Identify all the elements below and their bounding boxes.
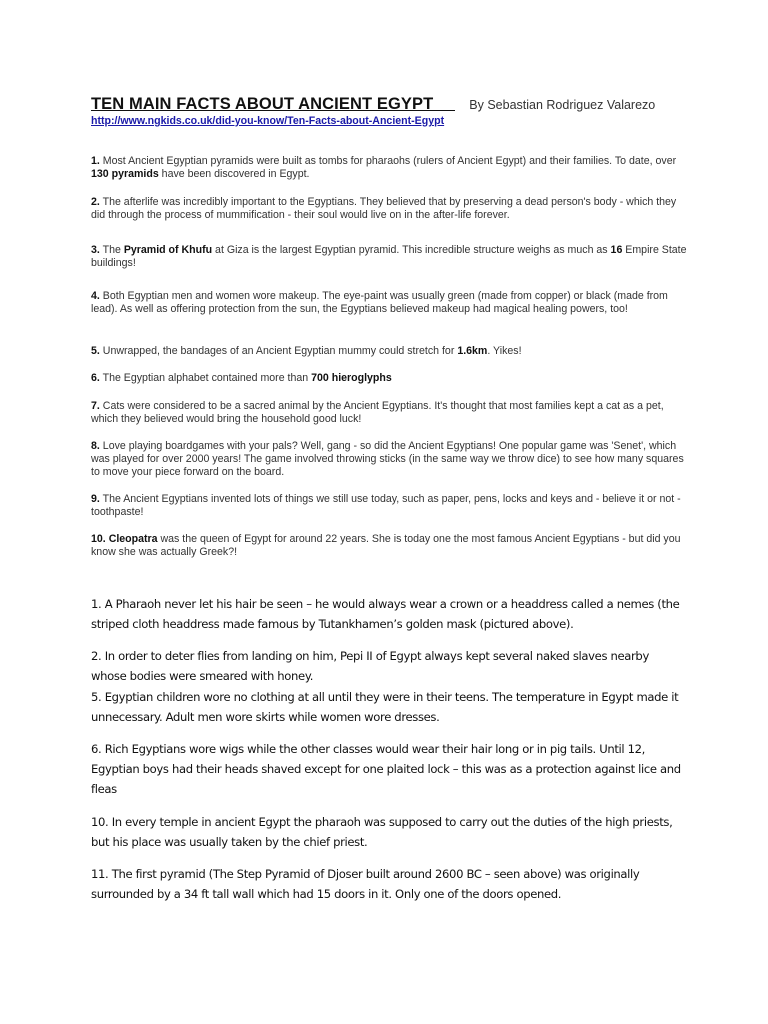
fact-text: Most Ancient Egyptian pyramids were built as tombs for pharaohs (rulers of Ancient Egypt) and their families. To date, over — [102, 154, 677, 167]
fact-number: 2. — [91, 195, 100, 208]
source-link[interactable]: http://www.ngkids.co.uk/did-you-know/Ten-Facts-about-Ancient-Egypt — [91, 115, 445, 127]
fact-highlight: Cleopatra — [108, 532, 158, 545]
fact-item — [91, 290, 691, 316]
fact-number: 4. — [91, 289, 100, 302]
fact-item — [91, 493, 691, 519]
fact-text: The Egyptian alphabet contained more than — [102, 371, 312, 384]
fact-text: The — [102, 243, 124, 256]
extra-fact-item: 2. In order to deter flies from landing on him, Pepi II of Egypt always kept several naked slaves nearby whose bodies were smeared with honey. — [91, 648, 649, 683]
author-byline: By Sebastian Rodriguez Valarezo — [469, 98, 656, 112]
extra-fact-item: 6. Rich Egyptians wore wigs while the other classes would wear their hair long or in pig tails. Until 12, Egyptian boys had their heads shaved except for one plaited lock – this was as a protection against lice and fleas — [91, 741, 681, 796]
fact-highlight: 1.6km — [457, 344, 488, 357]
fact-text: at Giza is the largest Egyptian pyramid. This incredible structure weighs as much as — [212, 243, 611, 256]
fact-number: 3. — [91, 243, 100, 256]
fact-item — [91, 196, 691, 222]
fact-number: 9. — [91, 492, 100, 505]
fact-item — [91, 533, 691, 559]
extra-fact-item: 5. Egyptian children wore no clothing at all until they were in their teens. The temperature in Egypt made it unnecessary. Adult men wore skirts while women wore dresses. — [91, 689, 679, 724]
fact-text: was the queen of Egypt for around 22 years. She is today one the most famous Ancient Egyptians - but did you know she was actually Greek?! — [91, 532, 681, 558]
fact-item — [91, 155, 691, 181]
fact-number: 6. — [91, 371, 100, 384]
fact-number: 10. — [91, 532, 106, 545]
fact-text: Both Egyptian men and women wore makeup. The eye-paint was usually green (made from copper) or black (made from lead). As well as offering protection from the sun, the Egyptians believed makeup had magical healing powers, too! — [91, 289, 668, 315]
fact-item — [91, 440, 691, 479]
extra-fact-item: 11. The first pyramid (The Step Pyramid of Djoser built around 2600 BC – seen above) was originally surrounded by a 34 ft tall wall which had 15 doors in it. Only one of the doors opened. — [91, 866, 640, 901]
extra-fact-item: 10. In every temple in ancient Egypt the pharaoh was supposed to carry out the duties of the high priests, but his place was usually taken by the chief priest. — [91, 814, 673, 849]
title-row — [91, 95, 711, 114]
fact-text: Cats were considered to be a sacred animal by the Ancient Egyptians. It's thought that most families kept a cat as a pet, which they believed would bring the household good luck! — [91, 399, 664, 425]
fact-item — [91, 400, 691, 426]
fact-highlight: 16 — [610, 243, 623, 256]
fact-number: 1. — [91, 154, 100, 167]
fact-text: Unwrapped, the bandages of an Ancient Egyptian mummy could stretch for — [102, 344, 458, 357]
fact-item — [91, 372, 691, 385]
fact-number: 8. — [91, 439, 100, 452]
fact-item — [91, 244, 691, 270]
fact-item — [91, 345, 691, 358]
fact-text: . Yikes! — [487, 344, 522, 357]
fact-text: Love playing boardgames with your pals? Well, gang - so did the Ancient Egyptians! One popular game was 'Senet', which was played for over 2000 years! The game involved throwing sticks (in the same way we throw dice) to see how many squares to move your piece forward on the board. — [91, 439, 684, 478]
fact-text: have been discovered in Egypt. — [158, 167, 310, 180]
fact-highlight: 700 hieroglyphs — [311, 371, 392, 384]
fact-highlight: Pyramid of Khufu — [123, 243, 213, 256]
fact-number: 5. — [91, 344, 100, 357]
page-title: TEN MAIN FACTS ABOUT ANCIENT EGYPT — [91, 95, 434, 113]
extra-fact-item: 1. A Pharaoh never let his hair be seen – he would always wear a crown or a headdress called a nemes (the striped cloth headdress made famous by Tutankhamen’s golden mask (pictured above). — [91, 596, 680, 631]
fact-number: 7. — [91, 399, 100, 412]
fact-text: The Ancient Egyptians invented lots of things we still use today, such as paper, pens, locks and keys and - believe it or not - toothpaste! — [91, 492, 681, 518]
title-underline-gap — [433, 109, 455, 111]
fact-highlight: 130 pyramids — [91, 167, 159, 180]
fact-text: The afterlife was incredibly important to the Egyptians. They believed that by preserving a dead person's body - which they did through the process of mummification - their soul would live on in the after-life forever. — [91, 195, 677, 221]
fact-text: Empire State buildings! — [91, 243, 687, 269]
